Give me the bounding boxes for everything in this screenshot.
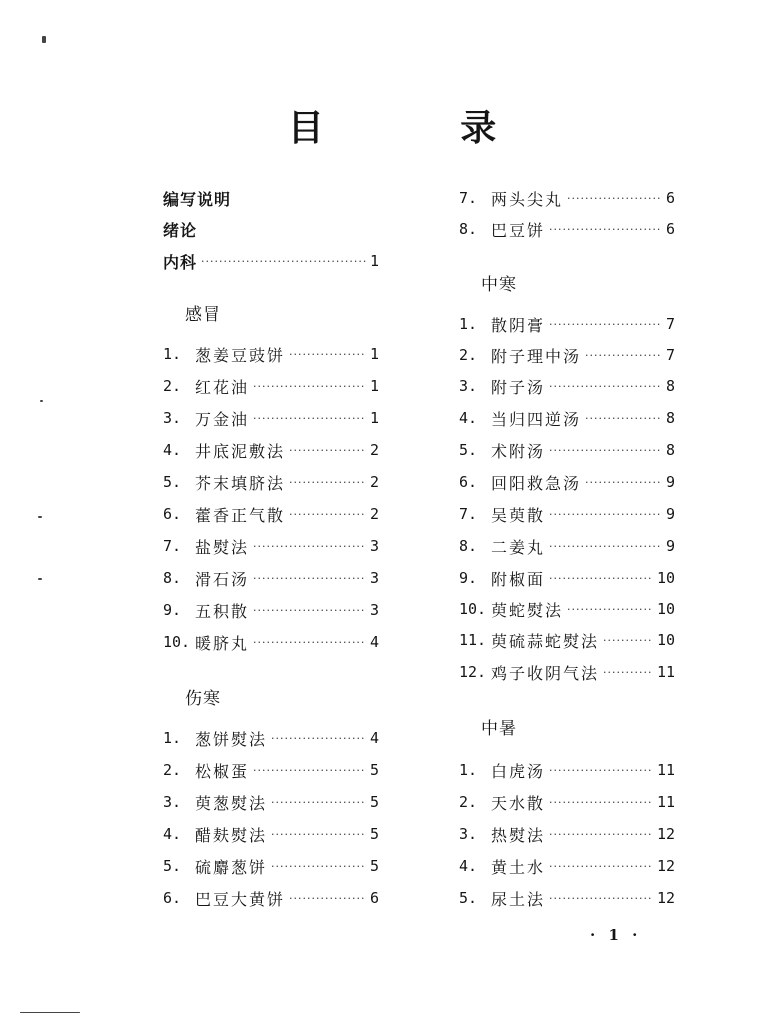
entry-page: 1 — [369, 377, 379, 395]
entry-page: 2 — [369, 473, 379, 491]
entry-page: 6 — [665, 220, 675, 238]
toc-entry[interactable] — [163, 596, 379, 624]
dot-leader — [549, 796, 653, 809]
entry-number: 6. — [459, 473, 478, 491]
dot-leader — [253, 604, 366, 617]
dot-leader — [585, 412, 662, 425]
section-heading-zhonghan: 中寒 — [481, 275, 517, 295]
entry-page: 5 — [369, 793, 379, 811]
entry-page: 10 — [656, 600, 675, 618]
dot-leader — [271, 828, 366, 841]
entry-page: 11 — [656, 663, 675, 681]
toc-entry[interactable] — [459, 884, 675, 912]
entry-number: 4. — [163, 825, 182, 843]
entry-label: 内科 — [163, 252, 198, 272]
dot-leader — [253, 380, 366, 393]
entry-page: 7 — [665, 315, 675, 333]
entry-label: 编写说明 — [163, 189, 232, 209]
entry-label: 松椒蛋 — [195, 761, 250, 781]
entry-label: 绪论 — [163, 220, 198, 240]
entry-page: 5 — [369, 761, 379, 779]
dot-leader — [253, 636, 366, 649]
entry-label: 芥末填脐法 — [195, 473, 286, 493]
entry-page: 8 — [665, 377, 675, 395]
entry-label: 硫麝葱饼 — [195, 857, 268, 877]
toc-entry[interactable] — [459, 500, 675, 528]
entry-page: 11 — [656, 761, 675, 779]
entry-page: 8 — [665, 441, 675, 459]
dot-leader — [603, 634, 653, 647]
entry-label: 葱饼熨法 — [195, 729, 268, 749]
toc-entry[interactable] — [163, 724, 379, 752]
toc-entry-front-matter[interactable] — [163, 215, 379, 243]
entry-number: 5. — [459, 889, 478, 907]
entry-label: 尿土法 — [491, 889, 546, 909]
toc-entry[interactable] — [163, 404, 379, 432]
dot-leader — [549, 892, 653, 905]
toc-entry[interactable] — [459, 756, 675, 784]
dot-leader — [253, 764, 366, 777]
dot-leader — [289, 508, 366, 521]
entry-page: 9 — [665, 537, 675, 555]
scan-speck — [38, 516, 42, 518]
dot-leader — [549, 380, 662, 393]
entry-page: 6 — [369, 889, 379, 907]
entry-label: 天水散 — [491, 793, 546, 813]
entry-page: 2 — [369, 505, 379, 523]
toc-entry[interactable] — [163, 820, 379, 848]
dot-leader — [549, 540, 662, 553]
entry-label: 盐熨法 — [195, 537, 250, 557]
entry-page: 12 — [656, 889, 675, 907]
entry-number: 5. — [459, 441, 478, 459]
dot-leader — [603, 666, 653, 679]
scan-speck — [38, 578, 42, 580]
entry-label: 五积散 — [195, 601, 250, 621]
entry-number: 8. — [459, 537, 478, 555]
entry-label: 醋麸熨法 — [195, 825, 268, 845]
toc-entry[interactable] — [163, 340, 379, 368]
entry-number: 1. — [459, 761, 478, 779]
toc-entry[interactable] — [459, 468, 675, 496]
entry-number: 4. — [459, 857, 478, 875]
dot-leader — [549, 764, 653, 777]
entry-page: 10 — [656, 631, 675, 649]
toc-entry[interactable] — [163, 564, 379, 592]
entry-page: 3 — [369, 537, 379, 555]
entry-number: 12. — [459, 663, 487, 681]
entry-number: 10. — [459, 600, 487, 618]
entry-page: 12 — [656, 857, 675, 875]
entry-number: 7. — [459, 189, 478, 207]
dot-leader — [201, 255, 366, 268]
toc-entry[interactable] — [459, 532, 675, 560]
entry-number: 2. — [163, 377, 182, 395]
entry-label: 藿香正气散 — [195, 505, 286, 525]
toc-entry[interactable] — [163, 500, 379, 528]
dot-leader — [549, 572, 653, 585]
toc-entry[interactable] — [459, 310, 675, 338]
entry-page: 11 — [656, 793, 675, 811]
entry-label: 白虎汤 — [491, 761, 546, 781]
entry-label: 葱姜豆豉饼 — [195, 345, 286, 365]
dot-leader — [549, 223, 662, 236]
toc-entry[interactable] — [459, 564, 675, 592]
dot-leader — [549, 444, 662, 457]
dot-leader — [585, 476, 662, 489]
toc-entry-front-matter[interactable] — [163, 184, 379, 212]
entry-label: 附子理中汤 — [491, 346, 582, 366]
entry-page: 4 — [369, 729, 379, 747]
toc-entry[interactable] — [163, 884, 379, 912]
entry-number: 2. — [163, 761, 182, 779]
entry-label: 萸葱熨法 — [195, 793, 268, 813]
toc-entry[interactable] — [459, 626, 675, 654]
entry-label: 鸡子收阴气法 — [491, 663, 600, 683]
dot-leader — [289, 892, 366, 905]
page-number: · 1 · — [590, 926, 642, 944]
dot-leader — [253, 572, 366, 585]
entry-label: 热熨法 — [491, 825, 546, 845]
toc-entry[interactable] — [163, 532, 379, 560]
entry-page: 9 — [665, 473, 675, 491]
entry-number: 6. — [163, 505, 182, 523]
toc-entry[interactable] — [163, 788, 379, 816]
entry-label: 附子汤 — [491, 377, 546, 397]
entry-number: 5. — [163, 857, 182, 875]
dot-leader — [271, 860, 366, 873]
entry-label: 万金油 — [195, 409, 250, 429]
toc-entry[interactable] — [459, 184, 675, 212]
entry-number: 6. — [163, 889, 182, 907]
toc-entry[interactable] — [459, 404, 675, 432]
entry-page: 10 — [656, 569, 675, 587]
entry-label: 散阴膏 — [491, 315, 546, 335]
scan-speck — [42, 36, 46, 43]
entry-label: 萸蛇熨法 — [491, 600, 564, 620]
toc-entry[interactable] — [459, 852, 675, 880]
toc-entry[interactable] — [163, 468, 379, 496]
entry-page: 4 — [369, 633, 379, 651]
toc-entry[interactable] — [459, 595, 675, 623]
toc-entry[interactable] — [163, 436, 379, 464]
dot-leader — [567, 192, 662, 205]
entry-page: 9 — [665, 505, 675, 523]
entry-label: 巴豆饼 — [491, 220, 546, 240]
dot-leader — [289, 444, 366, 457]
entry-label: 二姜丸 — [491, 537, 546, 557]
entry-label: 回阳救急汤 — [491, 473, 582, 493]
dot-leader — [253, 540, 366, 553]
entry-page: 12 — [656, 825, 675, 843]
entry-page: 8 — [665, 409, 675, 427]
entry-number: 3. — [163, 409, 182, 427]
entry-page: 5 — [369, 825, 379, 843]
scan-speck — [40, 400, 43, 402]
toc-entry[interactable] — [459, 372, 675, 400]
entry-number: 9. — [459, 569, 478, 587]
scan-line — [20, 1012, 80, 1013]
toc-entry[interactable] — [163, 852, 379, 880]
page-title: 目 录 — [287, 108, 559, 149]
entry-number: 1. — [163, 729, 182, 747]
entry-number: 8. — [459, 220, 478, 238]
entry-page: 3 — [369, 569, 379, 587]
entry-number: 7. — [459, 505, 478, 523]
entry-number: 10. — [163, 633, 191, 651]
dot-leader — [549, 508, 662, 521]
entry-page: 1 — [369, 409, 379, 427]
entry-label: 两头尖丸 — [491, 189, 564, 209]
section-heading-zhongshu: 中暑 — [481, 719, 517, 739]
entry-number: 4. — [459, 409, 478, 427]
dot-leader — [549, 860, 653, 873]
dot-leader — [585, 349, 662, 362]
entry-number: 5. — [163, 473, 182, 491]
dot-leader — [289, 476, 366, 489]
entry-page: 1 — [369, 252, 379, 270]
entry-label: 暖脐丸 — [195, 633, 250, 653]
entry-label: 萸硫蒜蛇熨法 — [491, 631, 600, 651]
entry-number: 2. — [459, 346, 478, 364]
toc-entry-front-matter[interactable] — [163, 247, 379, 275]
entry-number: 1. — [459, 315, 478, 333]
dot-leader — [549, 318, 662, 331]
entry-number: 11. — [459, 631, 487, 649]
entry-label: 黄土水 — [491, 857, 546, 877]
entry-label: 红花油 — [195, 377, 250, 397]
dot-leader — [567, 603, 653, 616]
dot-leader — [271, 796, 366, 809]
toc-entry[interactable] — [459, 658, 675, 686]
toc-entry[interactable] — [163, 628, 379, 656]
toc-entry[interactable] — [459, 788, 675, 816]
entry-label: 术附汤 — [491, 441, 546, 461]
entry-number: 9. — [163, 601, 182, 619]
toc-entry[interactable] — [459, 215, 675, 243]
toc-entry[interactable] — [459, 341, 675, 369]
toc-entry[interactable] — [163, 756, 379, 784]
entry-page: 2 — [369, 441, 379, 459]
toc-entry[interactable] — [163, 372, 379, 400]
entry-page: 1 — [369, 345, 379, 363]
entry-label: 井底泥敷法 — [195, 441, 286, 461]
entry-page: 7 — [665, 346, 675, 364]
entry-number: 4. — [163, 441, 182, 459]
entry-page: 3 — [369, 601, 379, 619]
section-heading-ganmao: 感冒 — [185, 305, 221, 325]
dot-leader — [253, 412, 366, 425]
entry-number: 8. — [163, 569, 182, 587]
entry-label: 附椒面 — [491, 569, 546, 589]
dot-leader — [289, 348, 366, 361]
entry-label: 吴萸散 — [491, 505, 546, 525]
entry-number: 7. — [163, 537, 182, 555]
entry-number: 1. — [163, 345, 182, 363]
entry-number: 3. — [459, 825, 478, 843]
entry-number: 3. — [459, 377, 478, 395]
entry-label: 巴豆大黄饼 — [195, 889, 286, 909]
dot-leader — [549, 828, 653, 841]
entry-label: 滑石汤 — [195, 569, 250, 589]
toc-entry[interactable] — [459, 436, 675, 464]
entry-page: 6 — [665, 189, 675, 207]
dot-leader — [271, 732, 366, 745]
entry-label: 当归四逆汤 — [491, 409, 582, 429]
entry-page: 5 — [369, 857, 379, 875]
toc-entry[interactable] — [459, 820, 675, 848]
section-heading-shanghan: 伤寒 — [185, 689, 221, 709]
entry-number: 3. — [163, 793, 182, 811]
entry-number: 2. — [459, 793, 478, 811]
